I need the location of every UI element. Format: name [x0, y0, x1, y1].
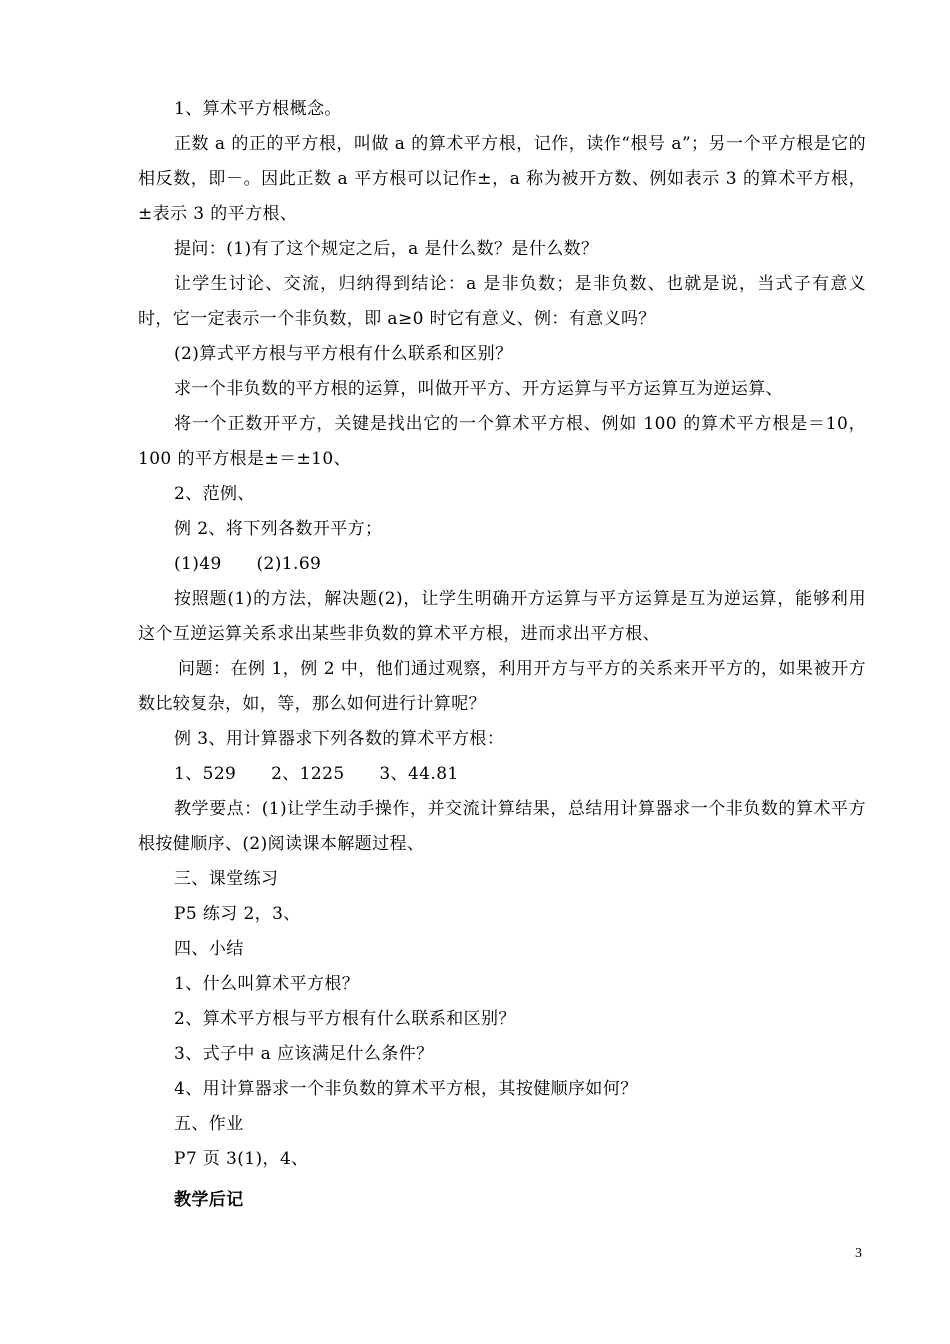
paragraph-example-100: 将一个正数开平方，关键是找出它的一个算术平方根、例如 100 的算术平方根是＝10，100 的平方根是±＝±10、 — [138, 414, 866, 469]
paragraph-discussion: 让学生讨论、交流，归纳得到结论：a 是非负数；是非负数、也就是说，当式子有意义时，它一定表示一个非负数，即 a≥0 时它有意义、例：有意义吗？ — [138, 274, 866, 329]
paragraph-operation: 求一个非负数的平方根的运算，叫做开平方、开方运算与平方运算互为逆运算、 — [174, 379, 783, 399]
example-2-title: 例 2、将下列各数开平方； — [174, 519, 383, 539]
example-2-items: (1)49 (2)1.69 — [174, 554, 322, 574]
page-number: 3 — [855, 1246, 862, 1261]
example-3-title: 例 3、用计算器求下列各数的算术平方根： — [174, 729, 505, 749]
section-heading-examples: 2、范例、 — [174, 484, 255, 504]
example-3-items: 1、529 2、1225 3、44.81 — [174, 764, 459, 784]
paragraph-teaching-points: 教学要点：(1)让学生动手操作，并交流计算结果，总结用计算器求一个非负数的算术平方根按健顺序、(2)阅读课本解题过程、 — [138, 799, 866, 854]
section-heading-homework: 五、作业 — [174, 1114, 244, 1134]
summary-item-4: 4、用计算器求一个非负数的算术平方根，其按健顺序如何？ — [174, 1079, 638, 1099]
paragraph-problem: 问题：在例 1，例 2 中，他们通过观察，利用开方与平方的关系来开平方的，如果被开方数比较复杂，如，等，那么如何进行计算呢？ — [138, 659, 866, 714]
paragraph-question-2: (2)算式平方根与平方根有什么联系和区别？ — [174, 344, 513, 364]
paragraph-question: 提问：(1)有了这个规定之后，a 是什么数？是什么数？ — [174, 239, 599, 259]
paragraph-definition: 正数 a 的正的平方根，叫做 a 的算术平方根，记作，读作“根号 a”；另一个平方根是它的相反数，即－。因此正数 a 平方根可以记作±，a 称为被开方数、例如表示 3 的算术平方根，±表示 3 的平方根、 — [138, 134, 866, 224]
paragraph-method: 按照题(1)的方法，解决题(2)，让学生明确开方运算与平方运算是互为逆运算，能够利用这个互逆运算关系求出某些非负数的算术平方根，进而求出平方根、 — [138, 589, 866, 644]
teaching-notes-heading: 教学后记 — [174, 1190, 244, 1210]
summary-item-3: 3、式子中 a 应该满足什么条件？ — [174, 1044, 434, 1064]
practice-item: P5 练习 2，3、 — [174, 904, 301, 924]
homework-item: P7 页 3(1)，4、 — [174, 1149, 309, 1169]
summary-item-1: 1、什么叫算术平方根？ — [174, 974, 360, 994]
section-heading-practice: 三、课堂练习 — [174, 869, 279, 889]
summary-item-2: 2、算术平方根与平方根有什么联系和区别？ — [174, 1009, 516, 1029]
section-heading-summary: 四、小结 — [174, 939, 244, 959]
document-body — [138, 92, 866, 1218]
section-heading-concept: 1、算术平方根概念。 — [174, 99, 342, 119]
